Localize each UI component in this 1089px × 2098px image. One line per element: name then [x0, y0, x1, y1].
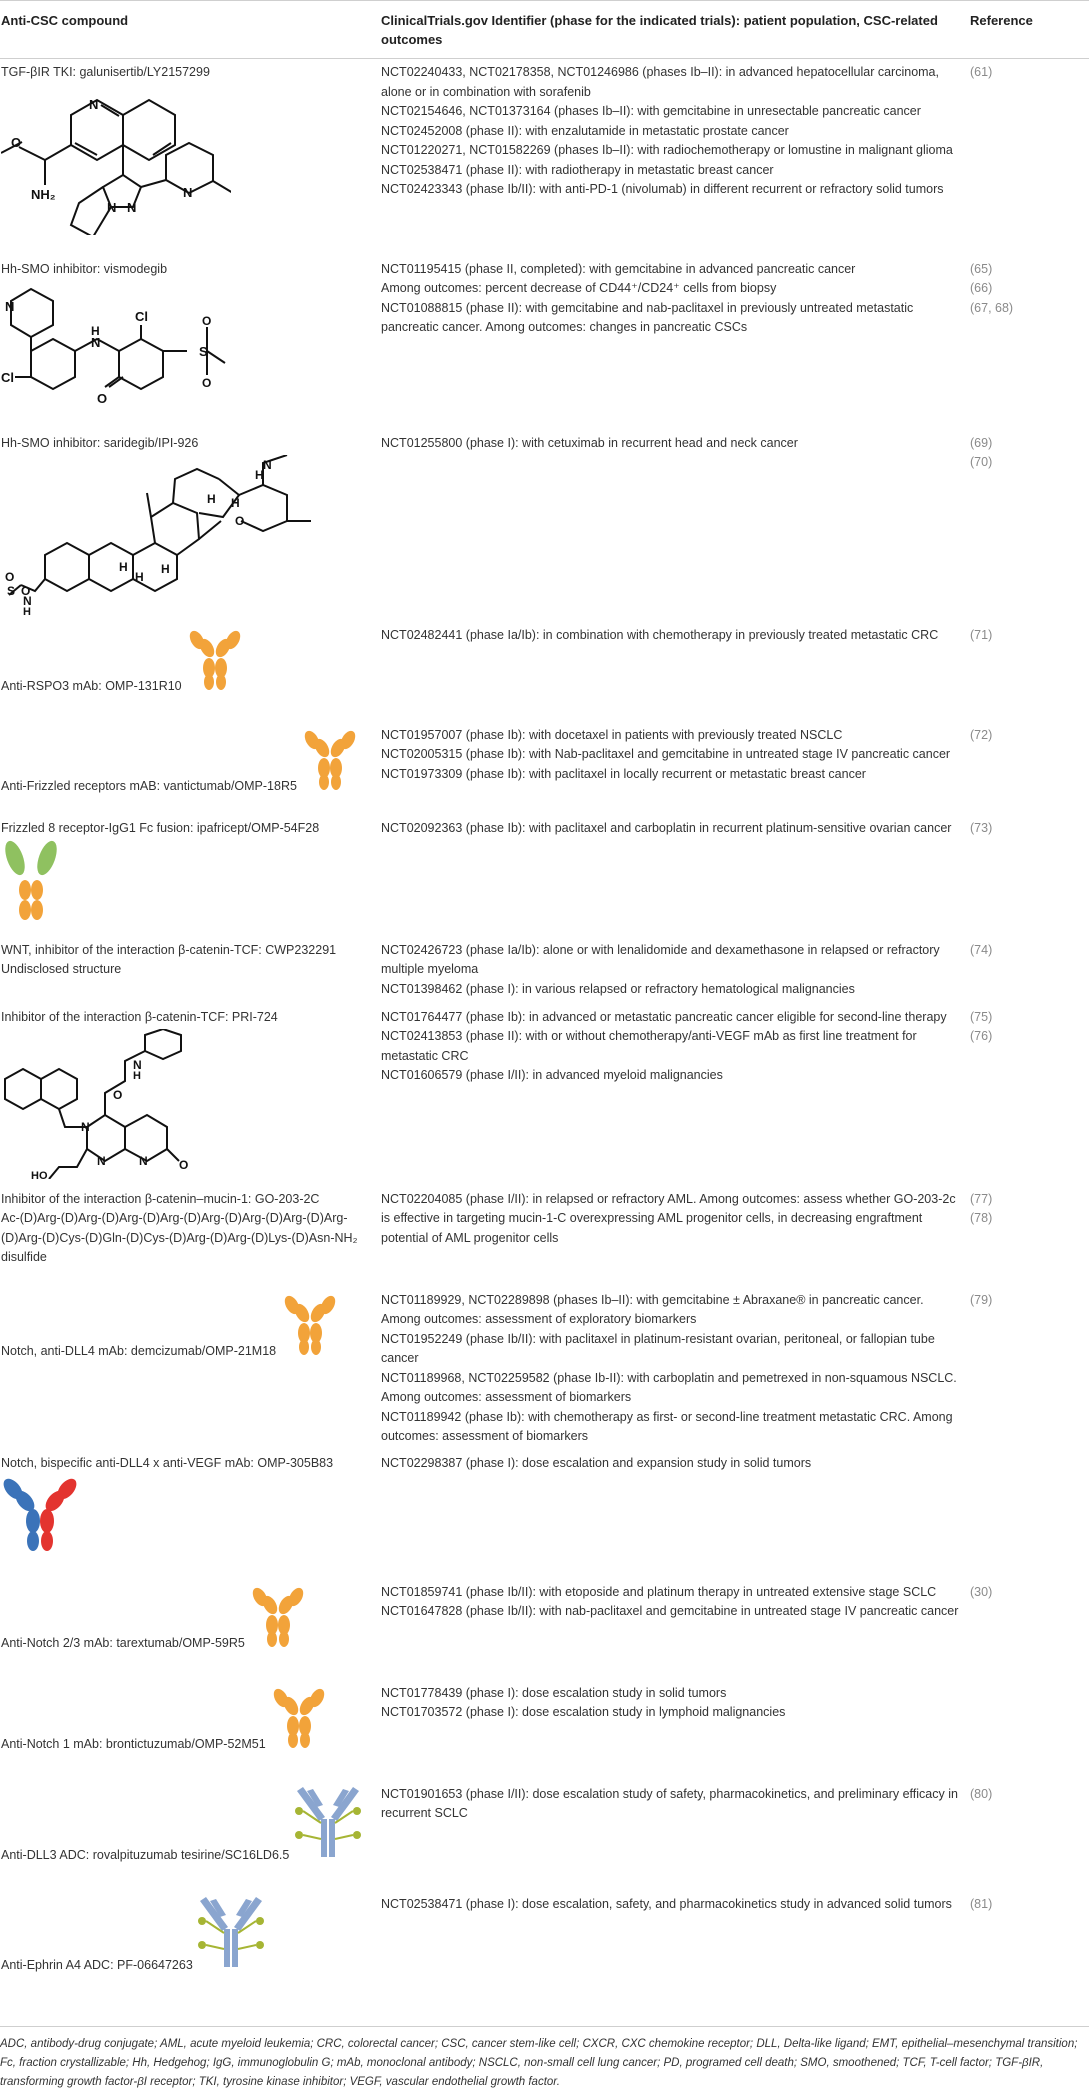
table-row: [0, 1781, 1089, 1891]
table-row: [0, 430, 1089, 622]
trial-line: NCT01255800 (phase I): with cetuximab in recurrent head and neck cancer: [381, 435, 798, 450]
trial-line: NCT01398462 (phase I): in various relapsed or refractory hematological malignancies: [381, 981, 855, 996]
reference-cell: [970, 1781, 1089, 1891]
table-row: [0, 59, 1089, 256]
svg-text:H: H: [207, 492, 216, 506]
igg-antibody-icon: [280, 1293, 340, 1355]
svg-text:N: N: [91, 335, 101, 350]
compound-name: Anti-Notch 1 mAb: brontictuzumab/OMP-52M51: [1, 1736, 266, 1751]
trials-cell: [380, 1891, 970, 1991]
compound-cell: [0, 430, 380, 622]
svg-text:O: O: [97, 391, 108, 406]
table-row: [0, 1004, 1089, 1186]
trials-cell: [380, 1680, 970, 1781]
fc-fusion-icon: [1, 840, 61, 930]
compound-cell: [0, 1287, 380, 1450]
trial-line: NCT01195415 (phase II, completed): with gemcitabine in advanced pancreatic cancer: [381, 261, 856, 276]
svg-text:H: H: [161, 562, 170, 576]
reference-link[interactable]: (66): [970, 281, 993, 295]
igg-antibody-icon: [185, 628, 245, 690]
svg-text:O: O: [5, 570, 15, 584]
reference-link[interactable]: (74): [970, 942, 993, 957]
svg-text:O: O: [11, 134, 22, 150]
reference-cell: [970, 59, 1089, 256]
trial-line: NCT02298387 (phase I): dose escalation and expansion study in solid tumors: [381, 1455, 812, 1470]
compound-cell: [0, 1891, 380, 1991]
trial-line: NCT01973309 (phase Ib): with paclitaxel in locally recurrent or metastatic breast cancer: [381, 766, 866, 781]
svg-text:N: N: [139, 1154, 148, 1168]
reference-cell: [970, 1579, 1089, 1680]
svg-text:S: S: [199, 344, 208, 359]
reference-link[interactable]: (70): [970, 455, 993, 469]
reference-link[interactable]: (30): [970, 1584, 993, 1599]
trials-cell: [380, 1186, 970, 1287]
compound-name: Inhibitor of the interaction β-catenin-TCF: PRI-724: [1, 1009, 278, 1024]
table-row: [0, 1680, 1089, 1781]
svg-text:Cl: Cl: [1, 370, 14, 385]
trials-cell: [380, 59, 970, 256]
bispecific-antibody-icon: [1, 1475, 81, 1555]
table-row: [0, 722, 1089, 815]
svg-text:NH₂: NH₂: [31, 186, 56, 202]
trials-cell: [380, 815, 970, 937]
trial-line: NCT01901653 (phase I/II): dose escalation study of safety, pharmacokinetics, and preliminary efficacy in recurrent SCLC: [381, 1786, 958, 1820]
svg-text:Cl: Cl: [135, 309, 148, 324]
trials-cell: [380, 937, 970, 1004]
reference-link[interactable]: (75): [970, 1009, 993, 1024]
pri-724-structure-icon: [1, 1029, 201, 1179]
trial-line: NCT01088815 (phase II): with gemcitabine and nab-paclitaxel in previously untreated metastatic pancreatic cancer. Among outcomes: changes in pancreatic CSCs: [381, 300, 914, 334]
trials-cell: [380, 622, 970, 722]
trial-line: NCT01859741 (phase Ib/II): with etoposide and platinum therapy in untreated extensive stage SCLC: [381, 1584, 937, 1599]
svg-text:O: O: [179, 1158, 189, 1172]
reference-cell: [970, 1450, 1089, 1579]
trial-line: NCT02452008 (phase II): with enzalutamide in metastatic prostate cancer: [381, 123, 789, 138]
table-row: [0, 1891, 1089, 1991]
compound-cell: [0, 722, 380, 815]
svg-text:N: N: [183, 184, 193, 200]
svg-text:N: N: [97, 1154, 106, 1168]
svg-text:N: N: [133, 1058, 142, 1072]
svg-text:H: H: [231, 496, 240, 510]
reference-cell: [970, 1287, 1089, 1450]
reference-cell: [970, 1186, 1089, 1287]
svg-text:S: S: [7, 584, 16, 598]
svg-text:H: H: [255, 468, 264, 482]
svg-text:H: H: [119, 560, 128, 574]
trial-line: NCT02204085 (phase I/II): in relapsed or refractory AML. Among outcomes: assess whether GO-203-2c is effective in targeting mucin-1-C overexpressing AML progenitor cells, in decreasing engraftment potential of AML progenitor cells: [381, 1191, 956, 1245]
trial-line: NCT02005315 (phase Ib): with Nab-paclitaxel and gemcitabine in untreated stage IV pancreatic cancer: [381, 747, 951, 761]
trial-line: NCT01606579 (phase I/II): in advanced myeloid malignancies: [381, 1068, 723, 1082]
compound-cell: [0, 1680, 380, 1781]
adc-icon: [196, 1897, 266, 1969]
trial-line: NCT02482441 (phase Ia/Ib): in combination with chemotherapy in previously treated metastatic CRC: [381, 627, 939, 642]
trial-line: NCT01647828 (phase Ib/II): with nab-paclitaxel and gemcitabine in untreated stage IV pancreatic cancer: [381, 1604, 959, 1618]
compound-name: Anti-Ephrin A4 ADC: PF-06647263: [1, 1957, 193, 1972]
compound-name: Hh-SMO inhibitor: vismodegib: [1, 261, 168, 276]
trial-line: NCT02538471 (phase I): dose escalation, safety, and pharmacokinetics study in advanced solid tumors: [381, 1896, 952, 1911]
igg-antibody-icon: [248, 1585, 308, 1647]
svg-text:N: N: [81, 1120, 90, 1134]
svg-text:N: N: [89, 96, 99, 112]
compound-cell: [0, 1004, 380, 1186]
svg-text:O: O: [21, 584, 31, 598]
trial-line: NCT02426723 (phase Ia/Ib): alone or with lenalidomide and dexamethasone in relapsed or refractory multiple myeloma: [381, 942, 940, 976]
svg-text:N: N: [107, 199, 117, 215]
svg-text:H: H: [133, 1070, 141, 1082]
trial-line: NCT01189968, NCT02259582 (phase Ib-II): with carboplatin and pemetrexed in non-squamous NSCLC. Among outcomes: assessment of biomarkers: [381, 1370, 957, 1404]
reference-cell: [970, 1004, 1089, 1186]
reference-cell: [970, 430, 1089, 622]
igg-antibody-icon: [269, 1686, 329, 1748]
compound-name: Anti-Notch 2/3 mAb: tarextumab/OMP-59R5: [1, 1635, 245, 1650]
table-footnote: ADC, antibody-drug conjugate; AML, acute myeloid leukemia; CRC, colorectal cancer; CSC, cancer stem-like cell; CXCR, CXC chemokine receptor; DLL, Delta-like ligand; EMT, epithelial–mesenchymal transition; Fc, fraction crystallizable; Hh, Hedgehog; IgG, immunoglobulin G; mAb, monoclonal antibody; NSCLC, non-small cell lung cancer; PD, programed cell death; SMO, smoothened; TCF, T-cell factor; TGF-βIR, transforming growth factor-βI receptor; TKI, tyrosine kinase inhibitor; VEGF, vascular endothelial growth factor.: [0, 2026, 1089, 2092]
reference-cell: [970, 622, 1089, 722]
adc-icon: [293, 1787, 363, 1859]
reference-link[interactable]: (77): [970, 1191, 993, 1206]
compound-cell: [0, 1579, 380, 1680]
header-trials: ClinicalTrials.gov Identifier (phase for the indicated trials): patient population, CSC-related outcomes: [380, 1, 970, 59]
compound-cell: [0, 937, 380, 1004]
compound-name: Hh-SMO inhibitor: saridegib/IPI-926: [1, 435, 199, 450]
table-header-row: [0, 1, 1089, 59]
svg-text:O: O: [113, 1088, 123, 1102]
trial-line: NCT01952249 (phase Ib/II): with paclitaxel in platinum-resistant ovarian, peritoneal, or fallopian tube cancer: [381, 1331, 935, 1365]
table-row: [0, 937, 1089, 1004]
svg-text:H: H: [23, 606, 31, 615]
reference-cell: [970, 937, 1089, 1004]
trial-line: NCT01220271, NCT01582269 (phases Ib–II): with radiochemotherapy or lomustine in malignant glioma: [381, 143, 953, 157]
trial-line: NCT01764477 (phase Ib): in advanced or metastatic pancreatic cancer eligible for second-line therapy: [381, 1009, 947, 1024]
reference-link[interactable]: (67, 68): [970, 300, 1014, 315]
svg-text:O: O: [202, 376, 212, 390]
compound-name: TGF-βIR TKI: galunisertib/LY2157299: [1, 65, 210, 79]
compound-cell: [0, 1781, 380, 1891]
compound-name: Anti-RSPO3 mAb: OMP-131R10: [1, 678, 182, 693]
compound-cell: [0, 1450, 380, 1579]
table-row: [0, 622, 1089, 722]
reference-cell: [970, 815, 1089, 937]
igg-antibody-icon: [300, 728, 360, 790]
trials-cell: [380, 1287, 970, 1450]
compound-cell: [0, 1186, 380, 1287]
trial-line: NCT01189942 (phase Ib): with chemotherapy as first- or second-line treatment metastatic CRC. Among outcomes: assessment of biomarkers: [381, 1409, 953, 1443]
compound-name: Notch, anti-DLL4 mAb: demcizumab/OMP-21M18: [1, 1343, 277, 1358]
compound-cell: [0, 622, 380, 722]
compound-name: Frizzled 8 receptor-IgG1 Fc fusion: ipafricept/OMP-54F28: [1, 820, 320, 835]
trial-line: NCT02154646, NCT01373164 (phases Ib–II): with gemcitabine in unresectable pancreatic cancer: [381, 104, 921, 118]
trials-cell: [380, 256, 970, 430]
compound-name: WNT, inhibitor of the interaction β-catenin-TCF: CWP232291 Undisclosed structure: [1, 942, 337, 976]
reference-link[interactable]: (65): [970, 261, 993, 276]
compound-cell: [0, 256, 380, 430]
compound-cell: [0, 59, 380, 256]
reference-cell: [970, 722, 1089, 815]
reference-cell: [970, 1891, 1089, 1991]
reference-link[interactable]: (72): [970, 727, 993, 742]
trial-line: NCT02092363 (phase Ib): with paclitaxel and carboplatin in recurrent platinum-sensitive ovarian cancer: [381, 820, 952, 835]
trial-line: NCT01703572 (phase I): dose escalation study in lymphoid malignancies: [381, 1705, 786, 1719]
trial-line: NCT01189929, NCT02289898 (phases Ib–II): with gemcitabine ± Abraxane® in pancreatic cancer. Among outcomes: assessment of exploratory biomarkers: [381, 1292, 924, 1326]
compound-cell: [0, 815, 380, 937]
reference-link[interactable]: (78): [970, 1211, 993, 1225]
compound-name: Inhibitor of the interaction β-catenin–mucin-1: GO-203-2C: [1, 1191, 320, 1206]
trial-line: NCT01778439 (phase I): dose escalation study in solid tumors: [381, 1685, 727, 1700]
trial-line: NCT02413853 (phase II): with or without chemotherapy/anti-VEGF mAb as first line treatment for metastatic CRC: [381, 1029, 917, 1063]
trial-line: NCT02538471 (phase II): with radiotherapy in metastatic breast cancer: [381, 162, 774, 177]
trials-cell: [380, 1450, 970, 1579]
reference-link[interactable]: (80): [970, 1786, 993, 1801]
peptide-sequence: Ac-(D)Arg-(D)Arg-(D)Arg-(D)Arg-(D)Arg-(D)Arg-(D)Arg-(D)Arg-(D)Arg-(D)Cys-(D)Gln-(D)Cys-(D)Arg-(D)Arg-(D)Lys-(D)Asn-NH₂ disulfide: [1, 1211, 358, 1264]
compound-name: Anti-Frizzled receptors mAB: vantictumab/OMP-18R5: [1, 778, 297, 793]
saridegib-structure-icon: [1, 455, 331, 615]
table-row: [0, 1186, 1089, 1287]
reference-link[interactable]: (79): [970, 1292, 993, 1307]
svg-text:H: H: [135, 570, 144, 584]
reference-cell: [970, 256, 1089, 430]
trials-cell: [380, 430, 970, 622]
reference-cell: [970, 1680, 1089, 1781]
svg-text:HO: HO: [31, 1170, 48, 1179]
trials-cell: [380, 722, 970, 815]
vismodegib-structure-icon: [1, 281, 251, 411]
compound-name: Notch, bispecific anti-DLL4 x anti-VEGF mAb: OMP-305B83: [1, 1455, 334, 1470]
trial-line: Among outcomes: percent decrease of CD44⁺/CD24⁺ cells from biopsy: [381, 281, 777, 295]
compound-name: Anti-DLL3 ADC: rovalpituzumab tesirine/SC16LD6.5: [1, 1847, 290, 1862]
header-compound: Anti-CSC compound: [0, 1, 380, 59]
reference-link[interactable]: (69): [970, 435, 993, 450]
svg-text:H: H: [91, 324, 100, 338]
svg-text:O: O: [235, 514, 245, 528]
trial-line: NCT02423343 (phase Ib/II): with anti-PD-1 (nivolumab) in different recurrent or refractory solid tumors: [381, 182, 944, 196]
reference-link[interactable]: (71): [970, 627, 993, 642]
svg-text:N: N: [23, 594, 32, 608]
trial-line: NCT02240433, NCT02178358, NCT01246986 (phases Ib–II): in advanced hepatocellular carcinoma, alone or in combination with sorafenib: [381, 65, 939, 99]
trials-cell: [380, 1004, 970, 1186]
svg-text:O: O: [202, 314, 212, 328]
reference-link[interactable]: (76): [970, 1029, 993, 1043]
table-row: [0, 1579, 1089, 1680]
reference-link[interactable]: (81): [970, 1896, 993, 1911]
trials-cell: [380, 1579, 970, 1680]
svg-text:N: N: [5, 299, 15, 314]
reference-link[interactable]: (61): [970, 65, 993, 79]
svg-text:N: N: [263, 458, 272, 472]
table-row: [0, 1450, 1089, 1579]
reference-link[interactable]: (73): [970, 820, 993, 835]
table-row: [0, 1287, 1089, 1450]
trial-line: NCT01957007 (phase Ib): with docetaxel in patients with previously treated NSCLC: [381, 727, 843, 742]
table-row: [0, 256, 1089, 430]
header-reference: Reference: [970, 1, 1089, 59]
table-row: [0, 815, 1089, 937]
galunisertib-structure-icon: [1, 85, 231, 235]
svg-text:N: N: [127, 199, 137, 215]
trials-cell: [380, 1781, 970, 1891]
